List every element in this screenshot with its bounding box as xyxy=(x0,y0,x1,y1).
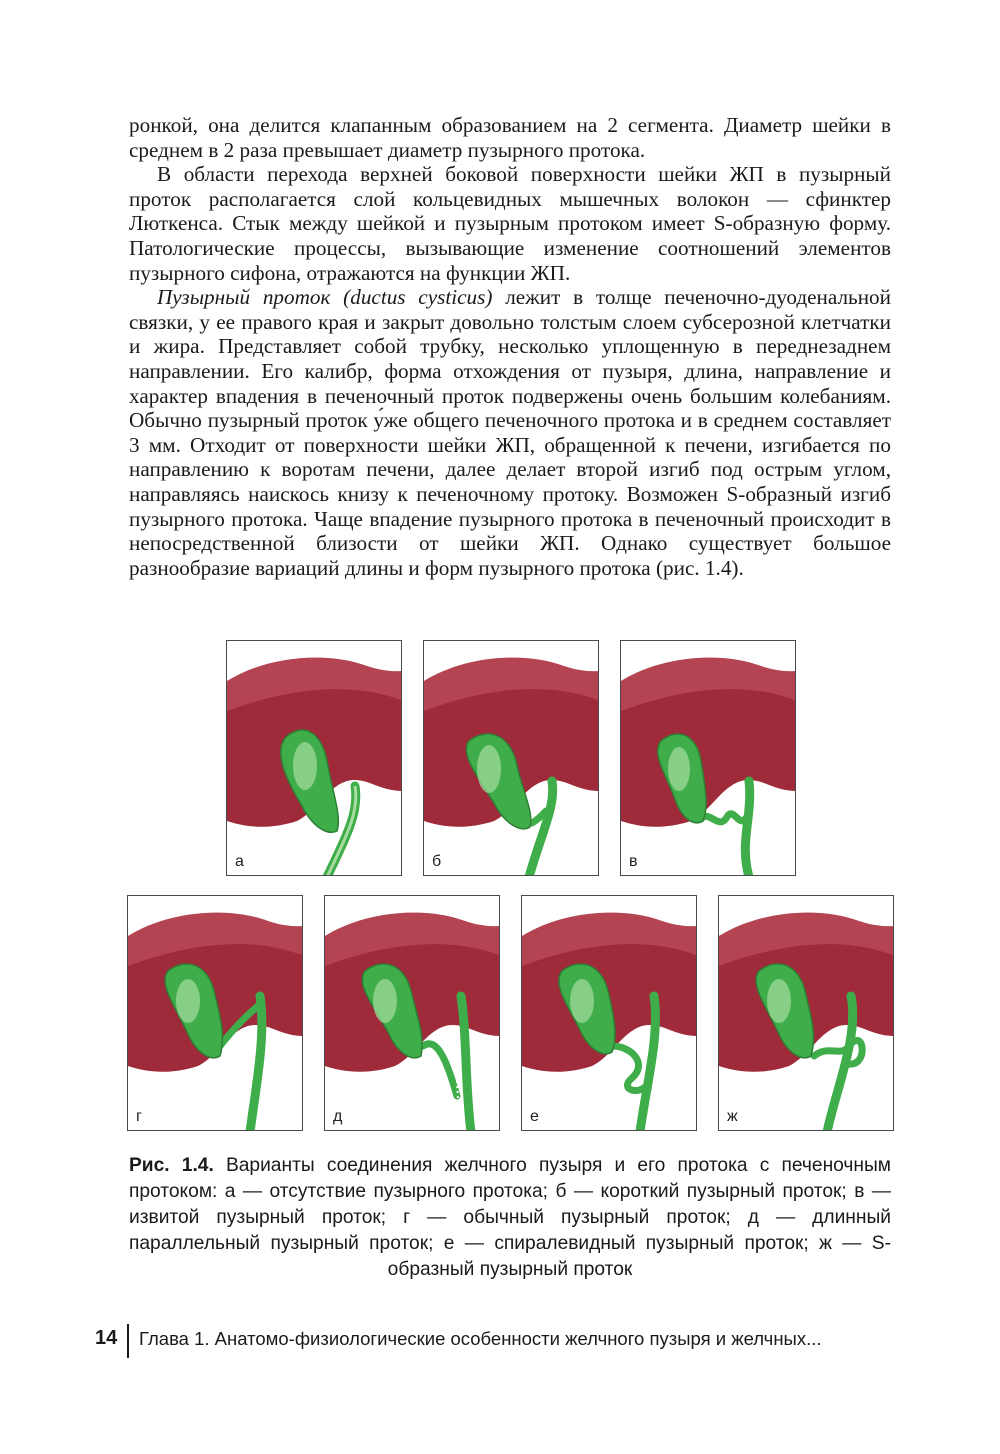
panel-e-illustration xyxy=(325,896,500,1131)
cystic-duct xyxy=(423,1044,457,1096)
gallbladder-highlight xyxy=(176,979,200,1023)
gallbladder-highlight xyxy=(373,979,397,1023)
cystic-duct xyxy=(701,814,745,822)
paragraph-3-text: лежит в толще печеночно-дуоденальной связки, у ее правого края и закрыт довольно толстым слоем субсерозной клетчатки и жира. Представляет собой трубку, несколько уплощенную в переднезаднем направлении. Его калибр, форма отхождения от пузыря, длина, направление и характер впадения в печеночный проток подвержены очень большим колебаниям. Обычно пузырный проток у́же общего печеночного протока и в среднем составляет 3 мм. Отходит от поверхности шейки ЖП, обращенной к печени, изгибается по направлению к воротам печени, далее делает второй изгиб под острым углом, направляясь наискось книзу к печеночному протоку. Возможен S-образный изгиб пузырного протока. Чаще впадение пузырного протока в печеночный происходит в непосредственной близости от шейки ЖП. Однако существует большое разнообразие вариаций длины и форм пузырного протока (рис. 1.4). xyxy=(129,285,891,580)
gallbladder-highlight xyxy=(293,742,317,790)
gallbladder-highlight xyxy=(570,979,594,1023)
panel-f-illustration xyxy=(522,896,697,1131)
paragraph-2: В области перехода верхней боковой поверхности шейки ЖП в пузырный проток располагается слой кольцевидных мышечных волокон — сфинктер Люткенса. Стык между шейкой и пузырным протоком имеет S-образную форму. Патологические процессы, вызывающие изменение соотношений элементов пузырного сифона, отражаются на функции ЖП. xyxy=(129,162,891,285)
paragraph-3 xyxy=(129,285,891,580)
term-ductus-cysticus: Пузырный проток (ductus cysticus) xyxy=(157,285,493,310)
panel-label: б xyxy=(432,853,442,870)
figure-number: Рис. 1.4. xyxy=(129,1155,214,1176)
hepatic-duct xyxy=(529,781,553,876)
paragraph-1: ронкой, она делится клапанным образованием на 2 сегмента. Диаметр шейки в среднем в 2 раза превышает диаметр пузырного протока. xyxy=(129,113,891,162)
panel-label: а xyxy=(235,853,244,870)
panel-a-illustration xyxy=(227,641,402,876)
panel-label: д xyxy=(333,1108,343,1125)
figure-panel-c xyxy=(620,640,796,876)
panel-label: ж xyxy=(727,1108,738,1125)
figure-panel-e xyxy=(324,895,500,1131)
page-footer xyxy=(95,1324,895,1358)
figure-panel-g xyxy=(718,895,894,1131)
gallbladder-highlight xyxy=(668,747,690,791)
figure-panel-d xyxy=(127,895,303,1131)
figure-panel-a xyxy=(226,640,402,876)
panel-g-illustration xyxy=(719,896,894,1131)
panel-label: в xyxy=(629,853,638,870)
figure-panel-f xyxy=(521,895,697,1131)
cystic-duct-s-shape xyxy=(814,1040,862,1064)
cystic-duct-spiral xyxy=(612,1046,648,1091)
page-number: 14 xyxy=(95,1327,118,1349)
figure-panel-b xyxy=(423,640,599,876)
caption-text xyxy=(129,1153,891,1283)
footer-divider xyxy=(127,1324,129,1358)
panel-label: г xyxy=(136,1108,142,1125)
panel-c-illustration xyxy=(621,641,796,876)
gallbladder-highlight xyxy=(477,745,501,793)
panel-label: е xyxy=(530,1108,539,1125)
caption-description: Варианты соединения желчного пузыря и его протока с печеночным протоком: а — отсутствие пузырного протока; б — короткий пузырный проток; в — извитой пузырный проток; г — обычный пузырный проток; д — длинный параллельный пузырный проток; е — спиралевидный пузырный проток; ж — S-образный пузырный проток xyxy=(129,1155,892,1280)
figure-caption xyxy=(129,1153,891,1283)
gallbladder-highlight xyxy=(767,979,791,1023)
panel-b-illustration xyxy=(424,641,599,876)
body-text xyxy=(129,113,891,580)
panel-d-illustration xyxy=(128,896,303,1131)
running-chapter-title: Глава 1. Анатомо-физиологические особенности желчного пузыря и желчных... xyxy=(139,1328,822,1349)
hepatic-duct xyxy=(745,781,749,876)
